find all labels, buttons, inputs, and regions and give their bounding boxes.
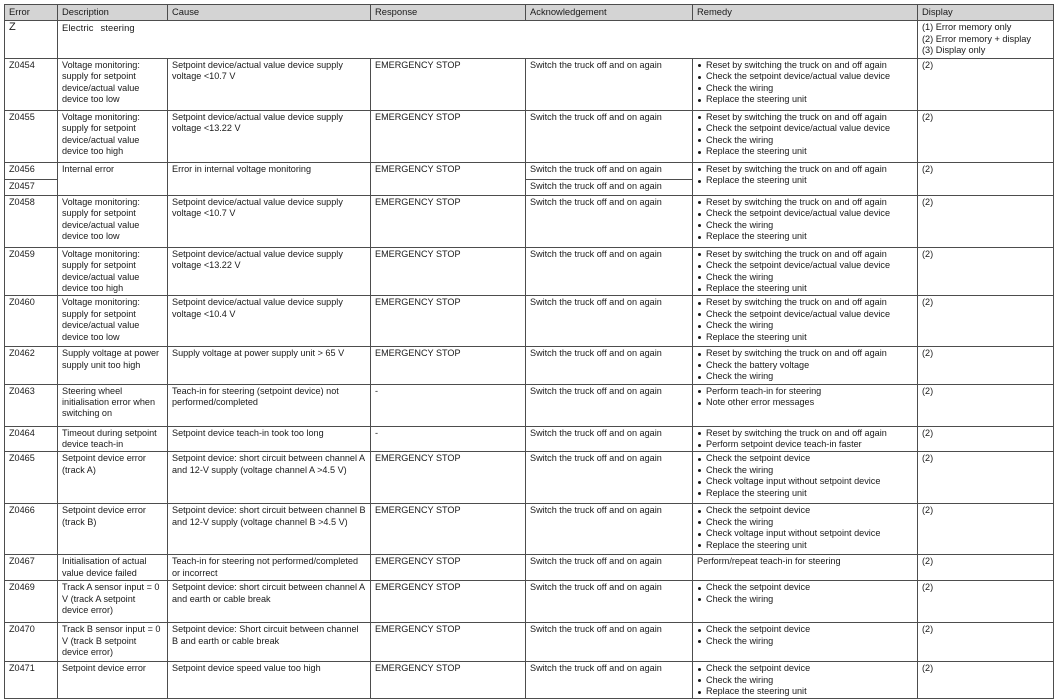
cell-display: (2) xyxy=(918,195,1054,247)
cell-cause: Teach-in for steering (setpoint device) not performed/completed xyxy=(168,384,371,426)
remedy-item: Check voltage input without setpoint device xyxy=(697,528,914,539)
cell-acknowledgement: Switch the truck off and on again xyxy=(526,581,693,623)
cell-acknowledgement: Switch the truck off and on again xyxy=(526,162,693,179)
cell-error-code: Z0471 xyxy=(5,662,58,699)
remedy-item: Check the battery voltage xyxy=(697,360,914,371)
cell-error-code: Z0466 xyxy=(5,504,58,555)
cell-acknowledgement: Switch the truck off and on again xyxy=(526,426,693,452)
cell-display: (2) xyxy=(918,555,1054,581)
cell-display: (2) xyxy=(918,247,1054,296)
remedy-item: Replace the steering unit xyxy=(697,231,914,242)
cell-cause: Setpoint device/actual value device supply voltage <10.7 V xyxy=(168,195,371,247)
cell-description: Initialisation of actual value device failed xyxy=(58,555,168,581)
cell-cause: Error in internal voltage monitoring xyxy=(168,162,371,195)
cell-remedy xyxy=(693,452,918,504)
cell-remedy xyxy=(693,623,918,662)
cell-error-code: Z0465 xyxy=(5,452,58,504)
cell-description: Supply voltage at power supply unit too high xyxy=(58,347,168,384)
remedy-item: Reset by switching the truck on and off again xyxy=(697,60,914,71)
remedy-item: Replace the steering unit xyxy=(697,540,914,551)
cell-response: - xyxy=(371,384,526,426)
table-row xyxy=(5,623,1054,662)
table-row xyxy=(5,504,1054,555)
remedy-item: Replace the steering unit xyxy=(697,283,914,294)
table-row xyxy=(5,347,1054,384)
cell-description: Setpoint device error (track A) xyxy=(58,452,168,504)
display-legend xyxy=(918,21,1054,59)
remedy-item: Reset by switching the truck on and off again xyxy=(697,428,914,439)
column-header-cause: Cause xyxy=(168,5,371,21)
cell-cause: Setpoint device speed value too high xyxy=(168,662,371,699)
cell-error-code: Z0457 xyxy=(5,179,58,195)
cell-response: EMERGENCY STOP xyxy=(371,58,526,110)
column-header-remedy: Remedy xyxy=(693,5,918,21)
table-row xyxy=(5,296,1054,347)
cell-display: (2) xyxy=(918,162,1054,195)
table-row xyxy=(5,110,1054,162)
cell-response: EMERGENCY STOP xyxy=(371,504,526,555)
cell-response: EMERGENCY STOP xyxy=(371,162,526,195)
cell-acknowledgement: Switch the truck off and on again xyxy=(526,384,693,426)
remedy-item: Reset by switching the truck on and off again xyxy=(697,348,914,359)
table-row xyxy=(5,426,1054,452)
remedy-item: Check the setpoint device xyxy=(697,663,914,674)
cell-display: (2) xyxy=(918,581,1054,623)
cell-remedy xyxy=(693,662,918,699)
remedy-item: Replace the steering unit xyxy=(697,175,914,186)
table-row xyxy=(5,162,1054,179)
cell-acknowledgement: Switch the truck off and on again xyxy=(526,110,693,162)
group-band-code: Z xyxy=(5,21,58,59)
remedy-list xyxy=(697,624,914,647)
cell-remedy xyxy=(693,296,918,347)
column-header-description: Description xyxy=(58,5,168,21)
remedy-item: Reset by switching the truck on and off again xyxy=(697,112,914,123)
remedy-item: Reset by switching the truck on and off again xyxy=(697,249,914,260)
cell-error-code: Z0464 xyxy=(5,426,58,452)
cell-response: - xyxy=(371,426,526,452)
cell-error-code: Z0469 xyxy=(5,581,58,623)
remedy-item: Check the setpoint device/actual value device xyxy=(697,123,914,134)
remedy-item: Check the wiring xyxy=(697,675,914,686)
cell-remedy xyxy=(693,504,918,555)
table-row xyxy=(5,452,1054,504)
remedy-list xyxy=(697,297,914,343)
cell-response: EMERGENCY STOP xyxy=(371,452,526,504)
remedy-item: Replace the steering unit xyxy=(697,146,914,157)
cell-response: EMERGENCY STOP xyxy=(371,247,526,296)
remedy-item: Check the setpoint device/actual value device xyxy=(697,208,914,219)
cell-cause: Setpoint device teach-in took too long xyxy=(168,426,371,452)
cell-remedy xyxy=(693,347,918,384)
remedy-item: Check the wiring xyxy=(697,594,914,605)
remedy-list xyxy=(697,249,914,295)
remedy-item: Replace the steering unit xyxy=(697,332,914,343)
table-header xyxy=(5,5,1054,21)
remedy-list xyxy=(697,164,914,187)
cell-display: (2) xyxy=(918,110,1054,162)
cell-display: (2) xyxy=(918,623,1054,662)
remedy-list xyxy=(697,197,914,243)
cell-remedy: Perform/repeat teach-in for steering xyxy=(693,555,918,581)
display-legend-item-1: (1) Error memory only xyxy=(922,22,1012,32)
cell-remedy xyxy=(693,58,918,110)
remedy-item: Check the wiring xyxy=(697,636,914,647)
cell-description: Timeout during setpoint device teach-in xyxy=(58,426,168,452)
cell-description: Voltage monitoring: supply for setpoint device/actual value device too high xyxy=(58,247,168,296)
remedy-item: Check the wiring xyxy=(697,83,914,94)
remedy-item: Check the setpoint device xyxy=(697,624,914,635)
cell-remedy xyxy=(693,247,918,296)
table-body xyxy=(5,21,1054,699)
cell-description: Voltage monitoring: supply for setpoint device/actual value device too high xyxy=(58,110,168,162)
cell-error-code: Z0463 xyxy=(5,384,58,426)
remedy-list xyxy=(697,112,914,158)
remedy-item: Check the setpoint device xyxy=(697,582,914,593)
table-row xyxy=(5,58,1054,110)
cell-display: (2) xyxy=(918,58,1054,110)
remedy-list xyxy=(697,505,914,551)
cell-display: (2) xyxy=(918,452,1054,504)
remedy-item: Check the setpoint device/actual value device xyxy=(697,309,914,320)
cell-cause: Setpoint device/actual value device supply voltage <10.7 V xyxy=(168,58,371,110)
group-band-title xyxy=(58,21,918,59)
remedy-list xyxy=(697,453,914,499)
table-row xyxy=(5,247,1054,296)
cell-error-code: Z0460 xyxy=(5,296,58,347)
remedy-item: Check the wiring xyxy=(697,465,914,476)
cell-display: (2) xyxy=(918,296,1054,347)
group-band-row xyxy=(5,21,1054,59)
table-row xyxy=(5,384,1054,426)
group-band-title-part2: steering xyxy=(100,22,135,33)
table-row xyxy=(5,662,1054,699)
table-row xyxy=(5,555,1054,581)
remedy-item: Check the setpoint device/actual value device xyxy=(697,260,914,271)
cell-response: EMERGENCY STOP xyxy=(371,581,526,623)
cell-acknowledgement: Switch the truck off and on again xyxy=(526,195,693,247)
cell-response: EMERGENCY STOP xyxy=(371,195,526,247)
remedy-item: Perform setpoint device teach-in faster xyxy=(697,439,914,450)
group-band-title-part1: Electric xyxy=(62,22,94,33)
remedy-list xyxy=(697,663,914,697)
remedy-item: Reset by switching the truck on and off again xyxy=(697,297,914,308)
remedy-list xyxy=(697,60,914,106)
cell-acknowledgement: Switch the truck off and on again xyxy=(526,504,693,555)
cell-description: Voltage monitoring: supply for setpoint device/actual value device too low xyxy=(58,296,168,347)
cell-response: EMERGENCY STOP xyxy=(371,662,526,699)
remedy-item: Replace the steering unit xyxy=(697,94,914,105)
cell-remedy xyxy=(693,384,918,426)
cell-cause: Supply voltage at power supply unit > 65 V xyxy=(168,347,371,384)
cell-acknowledgement: Switch the truck off and on again xyxy=(526,347,693,384)
column-header-acknowledgement: Acknowledgement xyxy=(526,5,693,21)
cell-error-code: Z0458 xyxy=(5,195,58,247)
cell-remedy xyxy=(693,426,918,452)
remedy-item: Reset by switching the truck on and off again xyxy=(697,197,914,208)
cell-cause: Setpoint device: short circuit between channel A and earth or cable break xyxy=(168,581,371,623)
remedy-list xyxy=(697,428,914,451)
cell-cause: Setpoint device/actual value device supply voltage <10.4 V xyxy=(168,296,371,347)
remedy-item: Reset by switching the truck on and off again xyxy=(697,164,914,175)
remedy-item: Check the wiring xyxy=(697,320,914,331)
cell-response: EMERGENCY STOP xyxy=(371,623,526,662)
remedy-item: Perform teach-in for steering xyxy=(697,386,914,397)
remedy-item: Replace the steering unit xyxy=(697,686,914,697)
cell-description: Setpoint device error (track B) xyxy=(58,504,168,555)
cell-error-code: Z0456 xyxy=(5,162,58,179)
cell-acknowledgement: Switch the truck off and on again xyxy=(526,247,693,296)
cell-acknowledgement: Switch the truck off and on again xyxy=(526,452,693,504)
cell-acknowledgement: Switch the truck off and on again xyxy=(526,662,693,699)
cell-acknowledgement: Switch the truck off and on again xyxy=(526,296,693,347)
cell-error-code: Z0470 xyxy=(5,623,58,662)
cell-display: (2) xyxy=(918,662,1054,699)
display-legend-item-2: (2) Error memory + display xyxy=(922,33,1031,44)
cell-acknowledgement: Switch the truck off and on again xyxy=(526,555,693,581)
cell-error-code: Z0462 xyxy=(5,347,58,384)
cell-response: EMERGENCY STOP xyxy=(371,296,526,347)
cell-display: (2) xyxy=(918,426,1054,452)
remedy-item: Check the setpoint device xyxy=(697,453,914,464)
remedy-item: Check the wiring xyxy=(697,272,914,283)
cell-error-code: Z0454 xyxy=(5,58,58,110)
remedy-list xyxy=(697,582,914,605)
cell-remedy xyxy=(693,581,918,623)
remedy-list xyxy=(697,348,914,382)
cell-acknowledgement: Switch the truck off and on again xyxy=(526,623,693,662)
cell-description: Setpoint device error xyxy=(58,662,168,699)
table-row xyxy=(5,581,1054,623)
column-header-response: Response xyxy=(371,5,526,21)
cell-response: EMERGENCY STOP xyxy=(371,555,526,581)
table-row xyxy=(5,195,1054,247)
cell-acknowledgement: Switch the truck off and on again xyxy=(526,179,693,195)
remedy-item: Note other error messages xyxy=(697,397,914,408)
cell-display: (2) xyxy=(918,504,1054,555)
cell-cause: Teach-in for steering not performed/completed or incorrect xyxy=(168,555,371,581)
cell-cause: Setpoint device: short circuit between channel B and 12-V supply (voltage channel B >4.5 V) xyxy=(168,504,371,555)
remedy-item: Check voltage input without setpoint device xyxy=(697,476,914,487)
cell-acknowledgement: Switch the truck off and on again xyxy=(526,58,693,110)
cell-display: (2) xyxy=(918,347,1054,384)
cell-description: Steering wheel initialisation error when switching on xyxy=(58,384,168,426)
cell-remedy xyxy=(693,162,918,195)
cell-description: Track B sensor input = 0 V (track B setpoint device error) xyxy=(58,623,168,662)
remedy-item: Check the wiring xyxy=(697,517,914,528)
cell-cause: Setpoint device: short circuit between channel A and 12-V supply (voltage channel A >4.5 V) xyxy=(168,452,371,504)
cell-cause: Setpoint device: Short circuit between channel B and earth or cable break xyxy=(168,623,371,662)
cell-error-code: Z0467 xyxy=(5,555,58,581)
remedy-item: Check the wiring xyxy=(697,220,914,231)
cell-response: EMERGENCY STOP xyxy=(371,110,526,162)
column-header-display: Display xyxy=(918,5,1054,21)
cell-description: Internal error xyxy=(58,162,168,195)
cell-display: (2) xyxy=(918,384,1054,426)
remedy-item: Check the setpoint device xyxy=(697,505,914,516)
table-header-row xyxy=(5,5,1054,21)
cell-error-code: Z0459 xyxy=(5,247,58,296)
cell-description: Voltage monitoring: supply for setpoint device/actual value device too low xyxy=(58,195,168,247)
cell-description: Voltage monitoring: supply for setpoint device/actual value device too low xyxy=(58,58,168,110)
remedy-item: Check the setpoint device/actual value device xyxy=(697,71,914,82)
cell-cause: Setpoint device/actual value device supply voltage <13.22 V xyxy=(168,110,371,162)
remedy-item: Check the wiring xyxy=(697,371,914,382)
remedy-item: Replace the steering unit xyxy=(697,488,914,499)
display-legend-item-3: (3) Display only xyxy=(922,45,986,56)
remedy-item: Check the wiring xyxy=(697,135,914,146)
remedy-list xyxy=(697,386,914,409)
cell-response: EMERGENCY STOP xyxy=(371,347,526,384)
cell-remedy xyxy=(693,110,918,162)
cell-error-code: Z0455 xyxy=(5,110,58,162)
column-header-error: Error xyxy=(5,5,58,21)
fault-code-table xyxy=(4,4,1054,699)
cell-remedy xyxy=(693,195,918,247)
cell-cause: Setpoint device/actual value device supply voltage <13.22 V xyxy=(168,247,371,296)
cell-description: Track A sensor input = 0 V (track A setpoint device error) xyxy=(58,581,168,623)
